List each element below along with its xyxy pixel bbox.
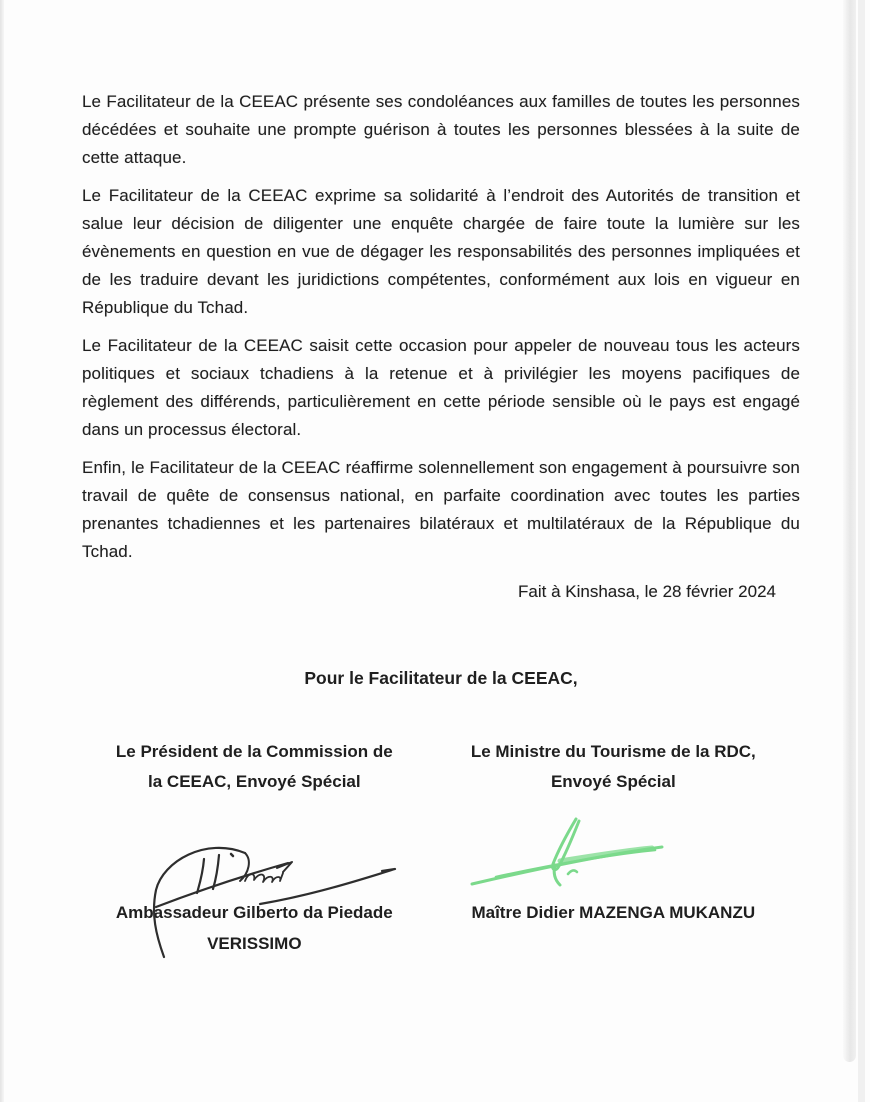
letter-paragraph-4: Enfin, le Facilitateur de la CEEAC réaffirme solennellement son engagement à poursuivre son travail de quête de consensus national, en parfaite coordination avec toutes les parties prenantes tchadiennes et les partenaires bilatéraux et multilatéraux de la République du Tchad. (82, 458, 800, 561)
page-edge-shadow-left (0, 0, 4, 1102)
signatory-title-left-line1: Le Président de la Commission de (115, 742, 393, 761)
signatory-name-right-line1: Maître Didier MAZENGA MUKANZU (471, 903, 756, 922)
on-behalf-line: Pour le Facilitateur de la CEEAC, (304, 668, 578, 688)
dateline: Fait à Kinshasa, le 28 février 2024 (518, 582, 776, 601)
signatory-name-left-line1: Ambassadeur Gilberto da Piedade (115, 903, 393, 922)
signatory-title-right-line1: Le Ministre du Tourisme de la RDC, (470, 742, 756, 761)
letter-paragraph-1: Le Facilitateur de la CEEAC présente ses condoléances aux familles de toutes les personnes décédées et souhaite une prompte guérison à toutes les personnes blessées à la suite de cette attaque. (82, 92, 800, 167)
page-edge-shadow-right (843, 0, 856, 1062)
letter-paragraph-2: Le Facilitateur de la CEEAC exprime sa solidarité à l’endroit des Autorités de transition et salue leur décision de diligenter une enquête chargée de faire toute la lumière sur les évènements en question en vue de dégager les responsabilités des personnes impliquées et de les traduire devant les juridictions compétentes, conformément aux lois en vigueur en République du Tchad. (82, 186, 800, 317)
signatory-name-right (427, 897, 800, 959)
signatory-name-left-line2: VERISSIMO (207, 934, 302, 953)
page-edge-line-right (858, 0, 865, 1102)
signatory-titles-row (82, 737, 800, 797)
letter-paragraph-3: Le Facilitateur de la CEEAC saisit cette occasion pour appeler de nouveau tous les acteurs politiques et sociaux tchadiens à la retenue et à privilégier les moyens pacifiques de règlement des différends, particulièrement en cette période sensible où le pays est engagé dans un processus électoral. (82, 336, 800, 439)
signatory-title-left-line2: la CEEAC, Envoyé Spécial (148, 772, 361, 791)
signatory-name-left (82, 897, 427, 959)
letter-body (82, 88, 800, 959)
signatory-title-left (82, 737, 427, 797)
signatory-names-row (82, 897, 800, 959)
signatory-title-right (427, 737, 800, 797)
signatory-title-right-line2: Envoyé Spécial (550, 772, 676, 791)
